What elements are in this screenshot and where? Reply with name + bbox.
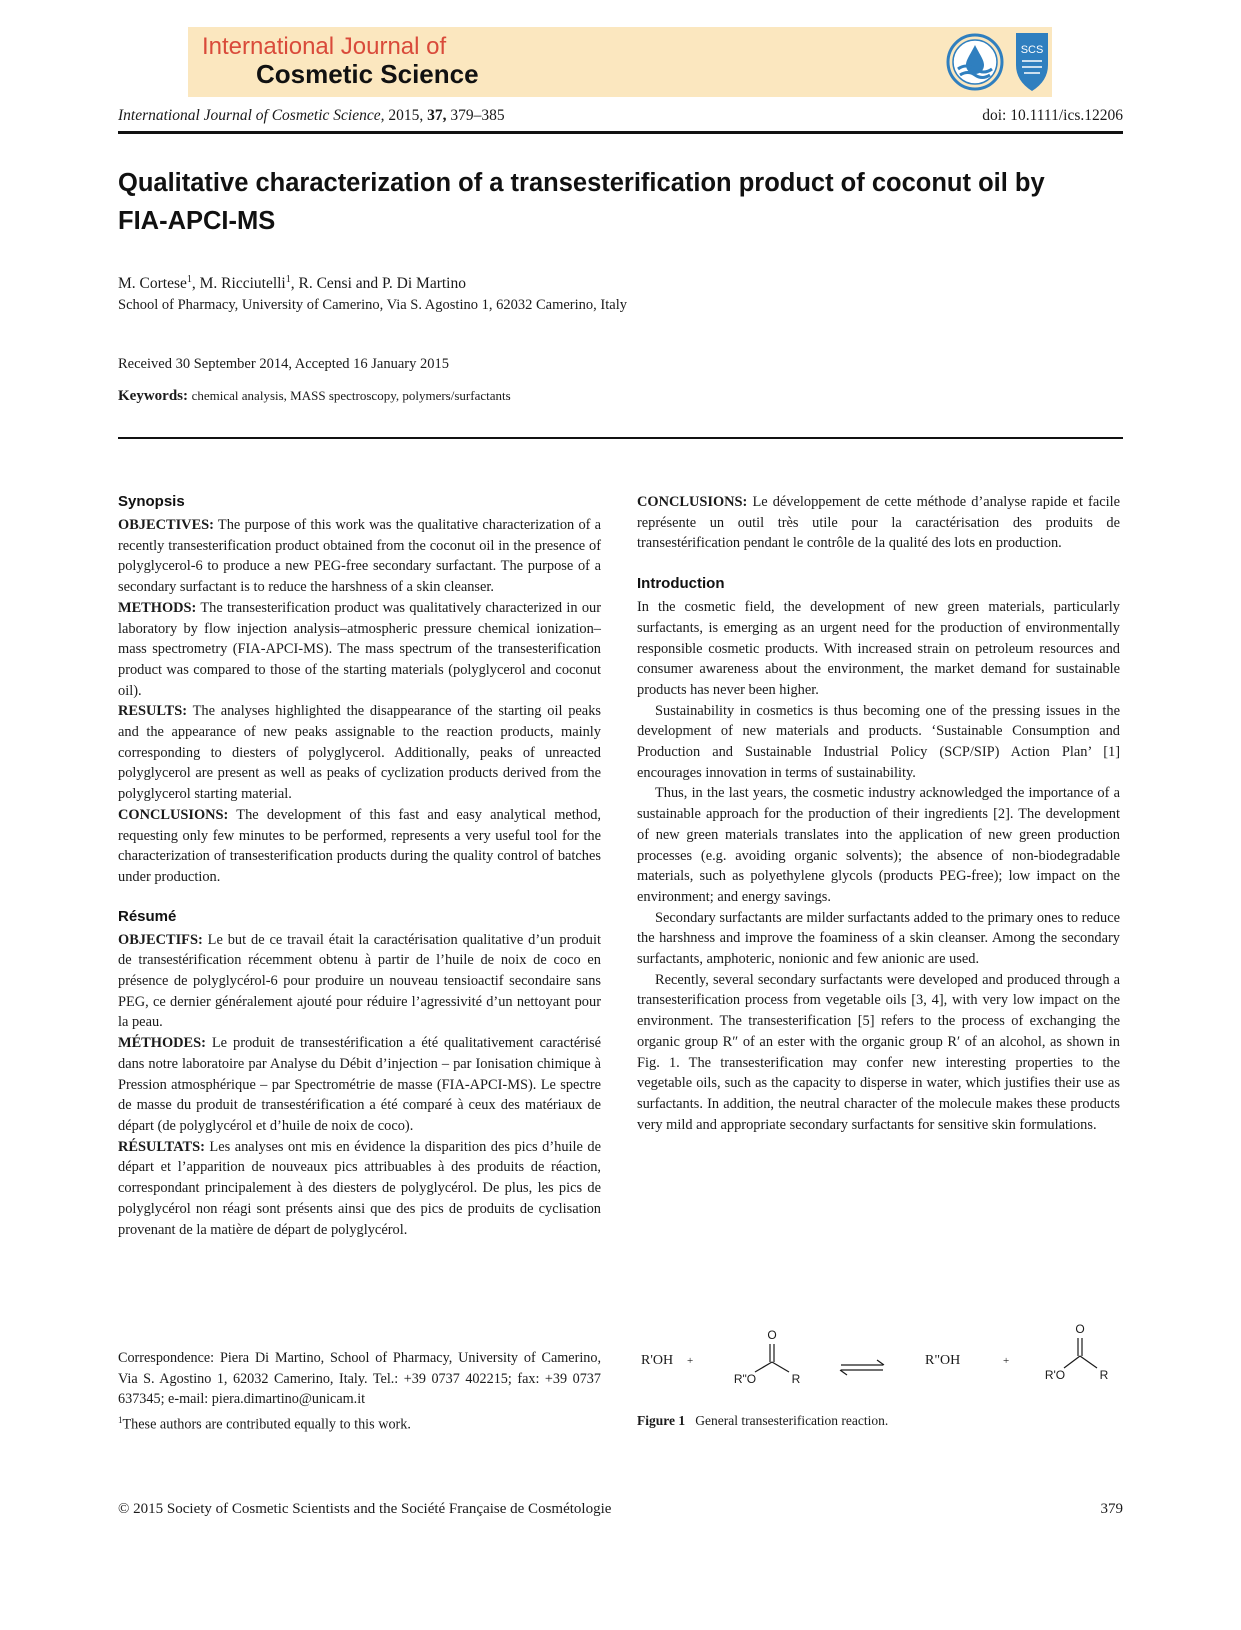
- header-rule: [118, 131, 1123, 134]
- methods-label: METHODS:: [118, 599, 197, 616]
- keywords: [118, 388, 511, 405]
- resume-resultats: [118, 1137, 601, 1241]
- reactant-alcohol: R'OH: [641, 1353, 674, 1368]
- resume-methodes: [118, 1033, 601, 1137]
- intro-paragraph-5: Recently, several secondary surfactants were developed and produced through a transesterification process from vegetable oils [3, 4], with very low impact on the environment. The transesterification [5] refers to the process of exchanging the organic group R″ of an ester with the organic group R′ of an alcohol, as shown in Fig. 1. The transesterification may confer new interesting properties to the vegetable oils, such as the capacity to disperse in water, which justifies their use as surfactants. In addition, the neutral character of the molecule makes these products very mild and appropriate secondary surfactants for sensitive skin formulations.: [637, 971, 1120, 1133]
- figure-1-label: Figure 1: [637, 1413, 686, 1428]
- figure-1-caption: [637, 1413, 888, 1429]
- resultats-label: RÉSULTATS:: [118, 1138, 205, 1155]
- copyright-line: © 2015 Society of Cosmetic Scientists and the Société Française de Cosmétologie: [118, 1501, 612, 1517]
- footnote-mark: 1: [118, 1414, 123, 1425]
- resultats-text: Les analyses ont mis en évidence la disparition des pics d’huile de départ et l’apparition de nouveaux pics attribuables à des produits de réaction, correspondant principalement à des diesters de polyglycérol. De plus, les pics de polyglycérol non réagi sont présents ainsi que des pics de produits de cyclisation provenant de la matière de départ de polyglycérol.: [118, 1138, 601, 1238]
- page-number: 379: [1100, 1501, 1123, 1517]
- journal-volume: 37,: [427, 107, 447, 124]
- journal-banner: [188, 27, 1052, 97]
- equal-contribution-note: [118, 1410, 601, 1435]
- ester2-oxygen: O: [1075, 1324, 1085, 1336]
- society-seal-icon: [1014, 31, 1050, 93]
- synopsis-results: [118, 701, 601, 805]
- author-1-mark: 1: [186, 274, 192, 285]
- ester1-oxygen: O: [767, 1328, 777, 1342]
- product-alcohol: R"OH: [925, 1353, 961, 1368]
- objectives-label: OBJECTIVES:: [118, 517, 214, 533]
- journal-pages: 379–385: [450, 107, 505, 124]
- journal-citation: [118, 107, 505, 125]
- resume-objectifs: [118, 930, 601, 1034]
- results-text: The analyses highlighted the disappearance of the starting oil peaks and the appearance of new peaks assignable to the reaction products, mainly corresponding to diesters of polyglycerol. Additionally, peaks of unreacted polyglycerol are present as well as peaks of cyclization products derived from the polyglycerol starting material.: [118, 703, 601, 803]
- left-column: [118, 492, 601, 1240]
- ester1-bonds: [755, 1344, 789, 1372]
- ester2-alkoxy: R'O: [1044, 1368, 1066, 1382]
- plus-sign-1: +: [687, 1355, 694, 1367]
- intro-paragraph-4: Secondary surfactants are milder surfactants added to the primary ones to reduce the harshness and improve the foaminess of a skin cleanser. Among the secondary surfactants, amphoteric, nonionic and few anionic are used.: [637, 909, 1120, 968]
- banner-title-line1: International Journal of: [202, 33, 447, 60]
- synopsis-methods: [118, 598, 601, 702]
- ester1-alkoxy: R"O: [733, 1372, 757, 1386]
- introduction-heading: Introduction: [637, 575, 725, 593]
- keywords-label: Keywords:: [118, 388, 188, 404]
- methods-text: The transesterification product was qualitatively characterized in our laboratory by flow injection analysis–atmospheric pressure chemical ionization–mass spectrometry (FIA-APCI-MS). The mass spectrum of the transesterification product was compared to those of the starting materials (polyglycerol and coconut oil).: [118, 599, 601, 699]
- author-separator: ,: [191, 275, 200, 293]
- figure-1-caption-text: General transesterification reaction.: [695, 1413, 889, 1428]
- ester1-r-group: R: [791, 1372, 801, 1386]
- results-label: RESULTS:: [118, 703, 188, 720]
- objectifs-label: OBJECTIFS:: [118, 931, 203, 948]
- received-dates: Received 30 September 2014, Accepted 16 January 2015: [118, 356, 449, 372]
- right-column: [637, 492, 1120, 1135]
- correspondence-note: [118, 1348, 601, 1435]
- conclusions-label: CONCLUSIONS:: [118, 806, 229, 823]
- equilibrium-arrows: [840, 1360, 884, 1375]
- banner-title-line2: Cosmetic Science: [256, 59, 479, 89]
- ester2-r-group: R: [1099, 1368, 1109, 1382]
- abstract-rule: [118, 437, 1123, 439]
- intro-paragraph-3: Thus, in the last years, the cosmetic industry acknowledged the importance of a sustainable approach for the production of their ingredients [2]. The development of new green materials translates into the application of new green production processes (e.g. avoiding organic solvents); the absence of non-biodegradable materials, such as polyethylene glycols (products PEG-free); low impact on the environment; and energy savings.: [637, 785, 1120, 905]
- intro-paragraph-2: Sustainability in cosmetics is thus becoming one of the pressing issues in the development of new materials and products. ‘Sustainable Consumption and Production and Sustainable Industrial Policy (SCP/SIP) Action Plan’ [1] encourages innovation in terms of sustainability.: [637, 702, 1120, 781]
- affiliation: School of Pharmacy, University of Camerino, Via S. Agostino 1, 62032 Camerino, Italy: [118, 297, 627, 313]
- footnote-text: These authors are contributed equally to this work.: [122, 1416, 411, 1433]
- resume-conclusions: [637, 492, 1120, 554]
- resume-heading: Résumé: [118, 907, 177, 925]
- synopsis-objectives: [118, 515, 601, 598]
- methodes-text: Le produit de transestérification a été qualitativement caractérisé dans notre laboratoire par Analyse du Débit d’injection – par Ionisation chimique à Pression atmosphérique – par Spectrométrie de masse (FIA-APCI-MS). Le spectre de masse du produit de transestérification a été comparé à ceux des matériaux de départ (de polyglycérol et d’huile de noix de coco).: [118, 1035, 601, 1134]
- ester2-bonds: [1064, 1338, 1097, 1368]
- conclusions-text: The development of this fast and easy analytical method, requesting only few minutes to be performed, represents a very useful tool for the characterization of transesterification products during the quality control of batches under production.: [118, 806, 601, 885]
- plus-sign-2: +: [1003, 1355, 1010, 1367]
- doi[interactable]: doi: 10.1111/ics.12206: [982, 107, 1123, 124]
- author-2-mark: 1: [285, 274, 291, 285]
- journal-year: 2015,: [388, 107, 424, 124]
- methodes-label: MÉTHODES:: [118, 1035, 206, 1052]
- author-2: M. Ricciutelli: [199, 275, 286, 293]
- figure-1-reaction-scheme: [637, 1324, 1120, 1404]
- synopsis-heading: Synopsis: [118, 493, 185, 510]
- journal-logo-icon: [946, 33, 1004, 91]
- resume-conclusions-label: CONCLUSIONS:: [637, 494, 748, 510]
- intro-paragraph-1: In the cosmetic field, the development of new green materials, particularly surfactants, is emerging as an urgent need for the production of environmentally responsible cosmetic products. With increased strain on petroleum resources and consumer awareness about the environment, the market demand for sustainable products has never been higher.: [637, 599, 1120, 698]
- objectives-text: The purpose of this work was the qualitative characterization of a recently transesterification product obtained from the coconut oil in the presence of polyglycerol-6 to produce a new PEG-free secondary surfactant. The purpose of a secondary surfactant is to reduce the harshness of a skin cleanser.: [118, 517, 602, 596]
- correspondence-text: Correspondence: Piera Di Martino, School of Pharmacy, University of Camerino, Via S. Agostino 1, 62032 Camerino, Italy. Tel.: +39 0737 402215; fax: +39 0737 637345; e-mail: piera.dimartino@unicam.it: [118, 1350, 601, 1407]
- author-1: M. Cortese: [118, 275, 187, 293]
- objectifs-text: Le but de ce travail était la caractérisation qualitative d’un produit de transestérification récemment obtenu à partir de l’huile de noix de coco en présence de polyglycérol-6 pour produire un nouveau tensioactif secondaire sans PEG, ce dernier généralement ajouté pour réduire l’agressivité d’un nettoyant pour la peau.: [118, 931, 602, 1031]
- journal-name: International Journal of Cosmetic Science,: [118, 107, 385, 124]
- author-list: [118, 274, 466, 293]
- seal-text: SCS: [1020, 44, 1044, 56]
- author-rest: , R. Censi and P. Di Martino: [290, 275, 466, 293]
- resume-conclusions-text: Le développement de cette méthode d’analyse rapide et facile représente un outil très utile pour la caractérisation des produits de transestérification pendant le contrôle de la qualité des lots en production.: [637, 494, 1120, 552]
- article-title: Qualitative characterization of a transesterification product of coconut oil by FIA-APCI-MS: [118, 169, 1045, 235]
- synopsis-conclusions: [118, 805, 601, 888]
- keywords-value: chemical analysis, MASS spectroscopy, polymers/surfactants: [191, 388, 511, 403]
